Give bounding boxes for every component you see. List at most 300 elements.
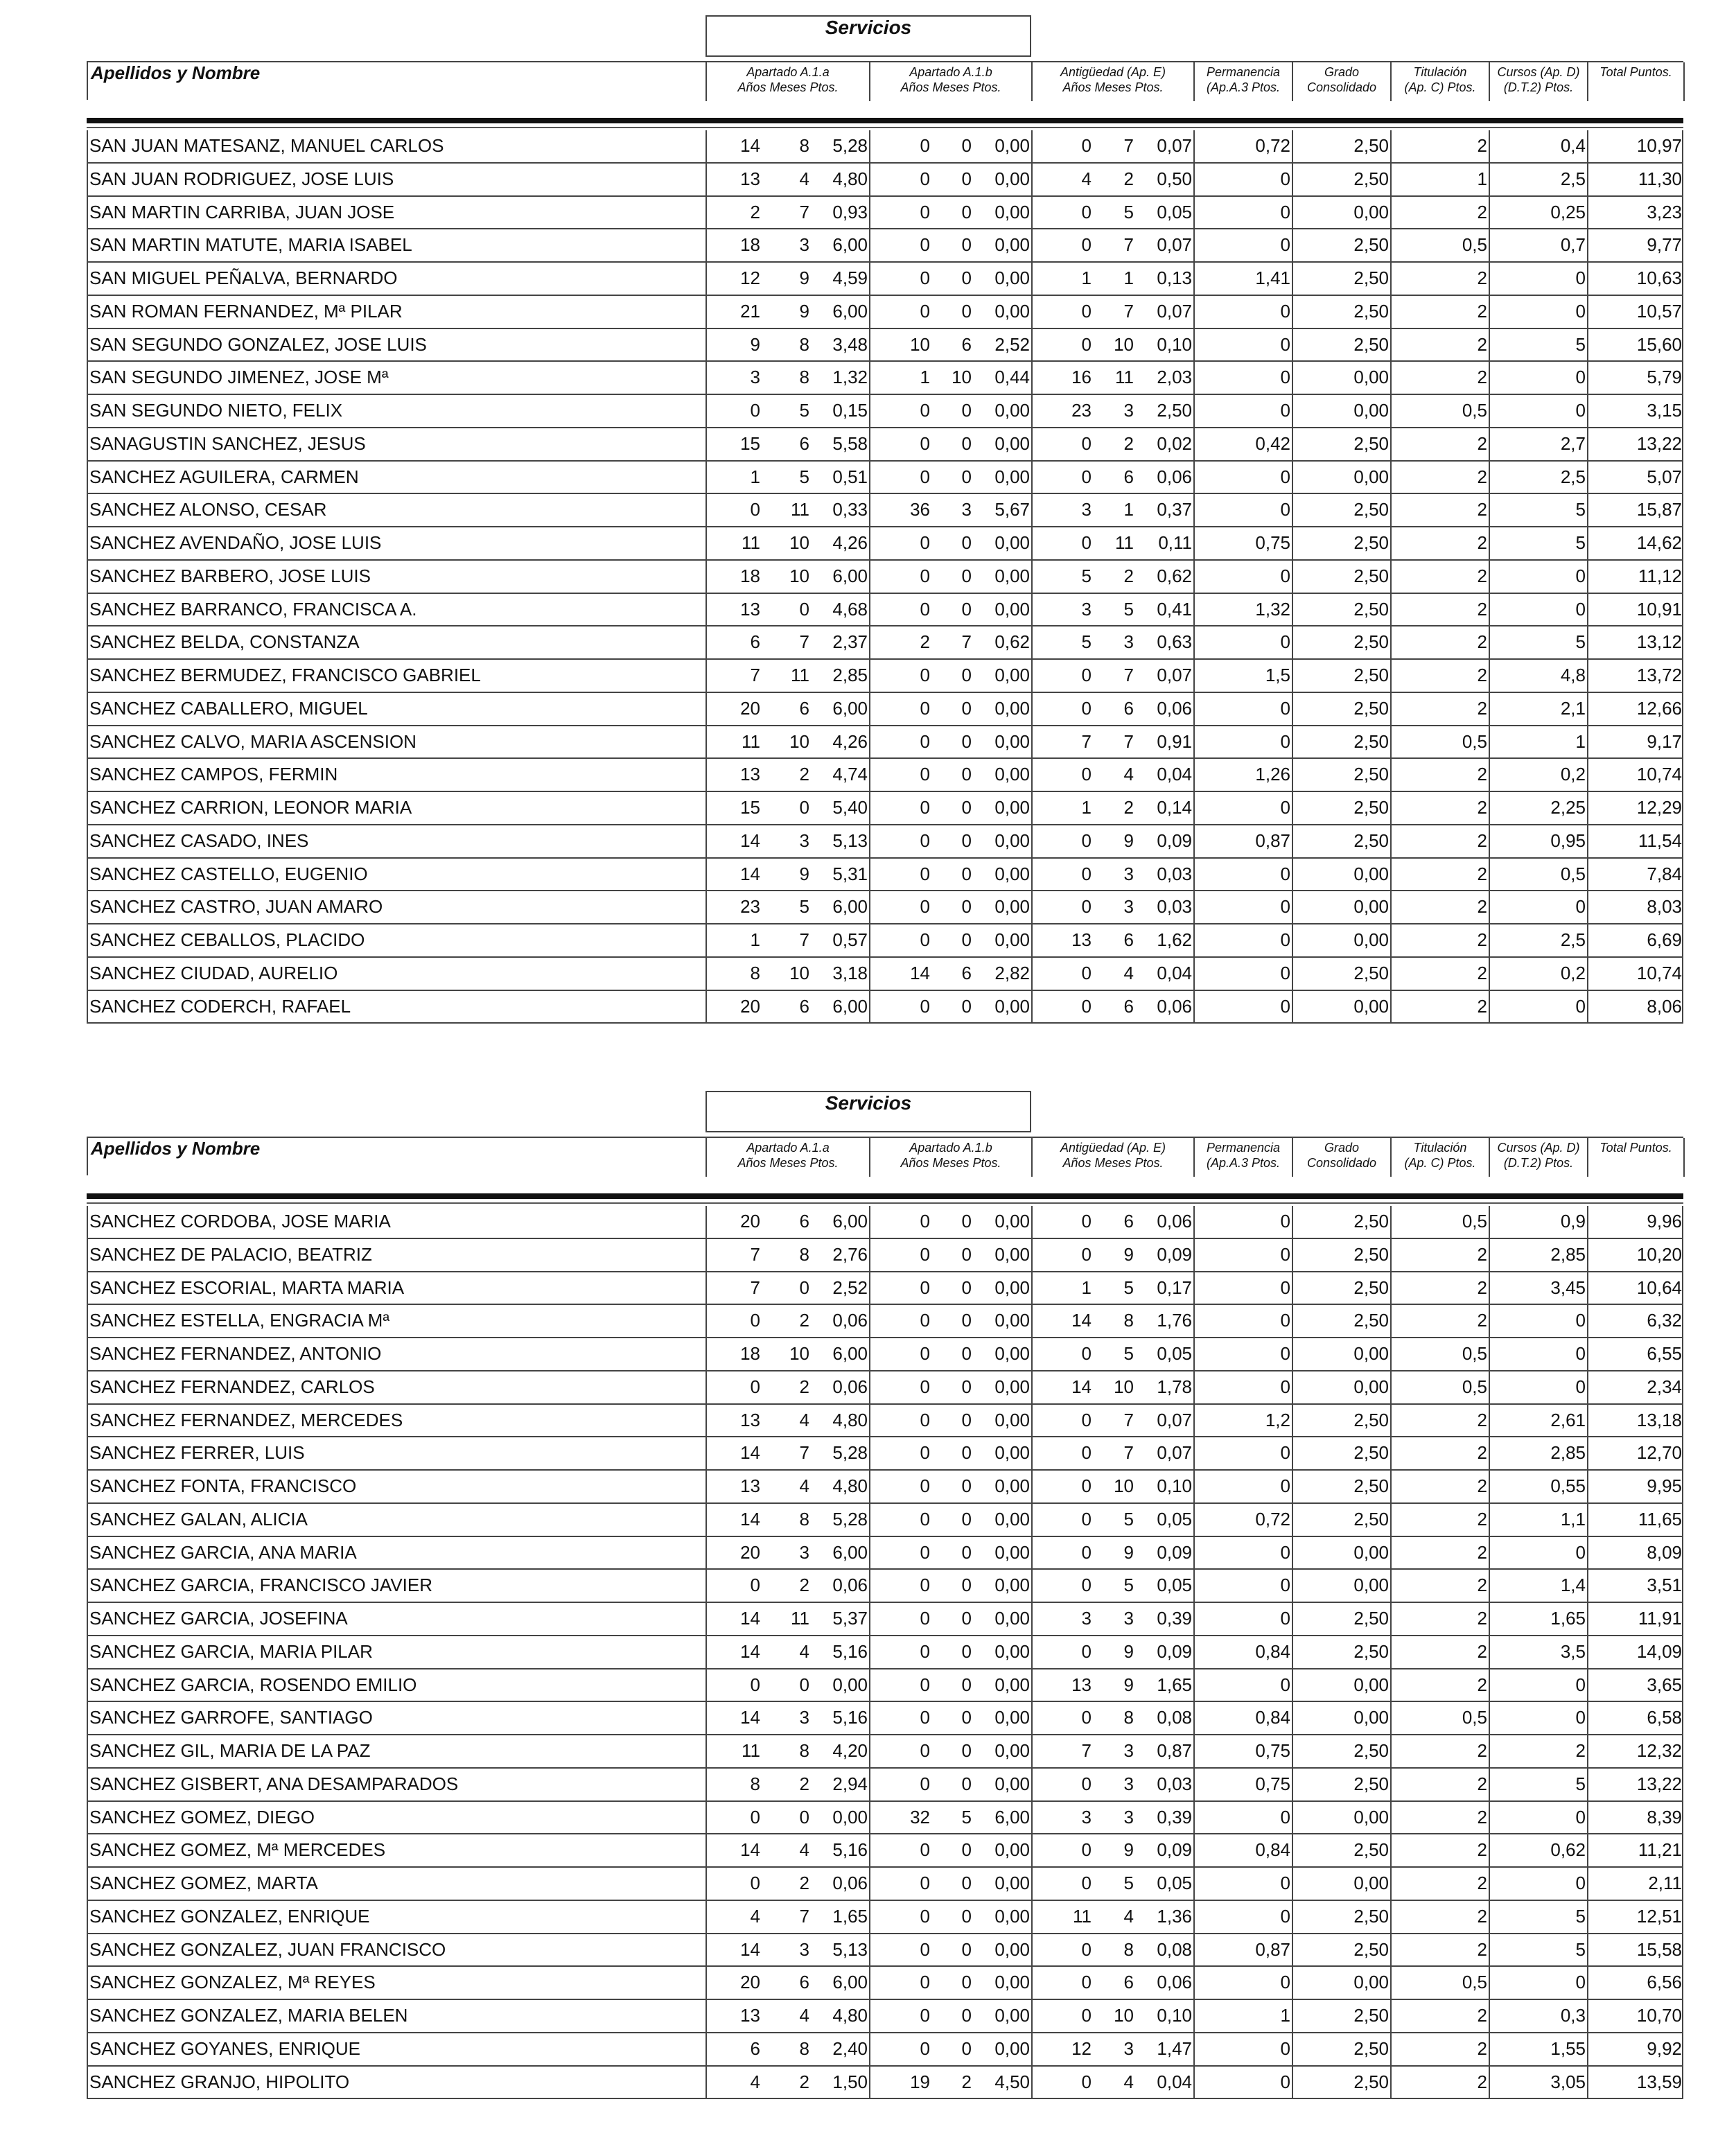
column-divider [1489,428,1490,460]
cell-a1a-years: 6 [750,631,760,653]
cell-grado: 2,50 [1353,2037,1389,2059]
column-divider [1489,2000,1490,2032]
column-divider [1489,197,1490,229]
cell-a1a-years: 0 [750,1674,760,1695]
column-divider [705,759,707,791]
column-divider [1390,1802,1392,1834]
cell-name: SAN SEGUNDO NIETO, FELIX [89,400,343,421]
cell-a1b-months: 0 [961,2005,972,2026]
col-header-cursos-line: Cursos (Ap. D) [1497,65,1580,79]
column-divider [705,594,707,626]
cell-permanencia: 0 [1280,995,1290,1017]
cell-a1b-years: 0 [920,730,930,752]
cell-permanencia: 0 [1280,300,1290,322]
col-header-total-line: Total Puntos. [1599,65,1672,79]
column-divider [1682,1239,1683,1271]
cell-a1a-months: 2 [799,1873,809,1893]
cell-a1a-points: 5,58 [832,432,868,454]
cell-grado: 2,50 [1353,2071,1389,2092]
cell-a1b-points: 0,00 [994,2005,1030,2026]
col-header-total [1588,1138,1685,1177]
cell-total: 13,18 [1636,1409,1682,1430]
cell-permanencia: 0 [1280,896,1290,918]
cell-a1b-years: 0 [920,665,930,685]
column-divider [1587,1967,1588,1999]
cell-a1a-months: 8 [799,1508,809,1530]
column-divider [1682,1901,1683,1933]
cell-a1b-points: 0,00 [994,1905,1030,1927]
cell-antig-points: 0,04 [1157,2071,1192,2092]
column-divider [1682,1967,1683,1999]
column-divider [1390,859,1392,891]
column-divider [1587,1570,1588,1602]
column-divider [1292,1272,1293,1304]
column-divider [1489,1437,1490,1469]
column-divider [1292,859,1293,891]
cell-a1b-years: 0 [920,1211,930,1232]
col-header-titul-line: (Ap. C) Ptos. [1404,1156,1476,1170]
cell-a1b-points: 0,00 [994,1508,1030,1530]
cell-a1b-points: 5,67 [994,499,1030,520]
cell-a1a-months: 9 [799,300,809,322]
cell-total: 9,96 [1647,1211,1682,1232]
cell-antig-years: 5 [1081,565,1092,586]
column-divider [705,1636,707,1668]
cell-permanencia: 0 [1280,697,1290,719]
table-row [88,1603,1683,1636]
column-divider [1292,1769,1293,1800]
cell-a1a-months: 8 [799,135,809,156]
column-divider [1489,825,1490,857]
column-divider [1292,1967,1293,1999]
column-divider [705,1239,707,1271]
cell-a1b-years: 2 [920,631,930,653]
table-row [88,726,1683,760]
column-divider [1489,924,1490,956]
cell-antig-months: 8 [1123,1938,1134,1960]
cell-a1b-points: 0,00 [994,234,1030,256]
table-body [87,1206,1683,2099]
cell-cursos: 3,5 [1560,1640,1586,1662]
cell-antig-months: 10 [1114,2005,1134,2026]
column-divider [1489,660,1490,692]
cell-titulacion: 2 [1477,2071,1487,2092]
cell-antig-years: 0 [1081,1343,1092,1364]
table-row [88,1338,1683,1371]
cell-titulacion: 2 [1477,1475,1487,1496]
column-divider [705,1471,707,1502]
cell-a1b-months: 0 [961,1938,972,1960]
column-divider [1587,395,1588,427]
column-divider [1193,891,1195,923]
col-header-antig [1033,62,1195,101]
cell-total: 10,63 [1636,268,1682,288]
column-divider [1193,958,1195,990]
column-divider [1390,164,1392,195]
column-divider [1031,561,1033,593]
cell-a1a-points: 6,00 [832,1972,868,1993]
cell-antig-points: 0,08 [1157,1938,1192,1960]
column-divider [1193,1437,1195,1469]
cell-cursos: 4,8 [1560,665,1586,685]
cell-permanencia: 0 [1280,631,1290,653]
cell-antig-points: 0,05 [1157,1343,1192,1364]
cell-a1a-months: 8 [799,333,809,355]
cell-total: 15,60 [1636,333,1682,355]
cell-a1a-months: 10 [789,532,809,553]
cell-total: 8,06 [1647,995,1682,1017]
column-divider [869,792,870,824]
cell-a1b-points: 0,00 [994,1938,1030,1960]
cell-a1a-points: 2,76 [832,1243,868,1265]
cell-a1a-points: 5,16 [832,1707,868,1728]
cell-antig-years: 0 [1081,135,1092,156]
cell-titulacion: 2 [1477,1640,1487,1662]
column-divider [1193,1504,1195,1536]
table-row [88,494,1683,527]
column-divider [1489,1206,1490,1238]
column-divider [1682,958,1683,990]
column-divider [1292,1371,1293,1403]
column-divider [1031,2000,1033,2032]
cell-a1a-months: 5 [799,896,809,918]
cell-a1a-months: 2 [799,764,809,785]
column-divider [705,693,707,725]
cell-antig-years: 0 [1081,1409,1092,1430]
column-divider [1489,1834,1490,1866]
cell-name: SANCHEZ CABALLERO, MIGUEL [89,697,368,719]
column-divider [1390,1272,1392,1304]
cell-a1a-points: 5,28 [832,1442,868,1464]
cell-a1b-points: 0,00 [994,1640,1030,1662]
column-divider [1587,263,1588,295]
cell-cursos: 0 [1575,1541,1586,1563]
column-divider [1031,1934,1033,1966]
column-divider [1292,130,1293,162]
cell-antig-months: 6 [1123,466,1134,487]
cell-a1b-months: 0 [961,697,972,719]
column-divider [1682,428,1683,460]
table-row [88,462,1683,495]
cell-name: SANCHEZ ESCORIAL, MARTA MARIA [89,1277,405,1298]
cell-a1a-points: 2,85 [832,665,868,685]
cell-a1a-months: 2 [799,1575,809,1596]
column-divider [1193,693,1195,725]
cell-a1b-months: 7 [961,631,972,653]
cell-antig-points: 0,02 [1157,432,1192,454]
column-divider [869,1437,870,1469]
column-divider [1489,1570,1490,1602]
col-header-perm [1195,62,1293,101]
cell-name: SANCHEZ CASTRO, JUAN AMARO [89,896,383,918]
cell-a1a-years: 14 [740,1442,760,1464]
table-row [88,759,1683,792]
cell-antig-years: 3 [1081,499,1092,520]
cell-cursos: 0,55 [1550,1475,1586,1496]
cell-a1a-points: 0,00 [832,1806,868,1828]
cell-grado: 2,50 [1353,300,1389,322]
cell-a1a-years: 0 [750,400,760,421]
cell-grado: 2,50 [1353,168,1389,189]
column-divider [1587,1471,1588,1502]
column-divider [1031,263,1033,295]
cell-a1b-points: 0,00 [994,764,1030,785]
cell-a1a-years: 3 [750,367,760,388]
table-row [88,1537,1683,1570]
cell-antig-points: 0,07 [1157,234,1192,256]
cell-a1a-years: 7 [750,665,760,685]
column-divider [1292,759,1293,791]
cell-a1a-months: 0 [799,1806,809,1828]
column-divider [869,693,870,725]
cell-a1a-years: 0 [750,1376,760,1397]
cell-titulacion: 2 [1477,1674,1487,1695]
cell-a1b-months: 0 [961,1640,972,1662]
cell-antig-years: 23 [1071,400,1092,421]
column-divider [1390,1537,1392,1569]
column-divider [1031,229,1033,261]
cell-antig-points: 0,05 [1157,201,1192,222]
cell-a1b-months: 0 [961,1211,972,1232]
cell-name: SANCHEZ FERNANDEZ, ANTONIO [89,1343,382,1364]
column-divider [1587,1868,1588,1900]
cell-a1a-months: 6 [799,1211,809,1232]
cell-antig-years: 0 [1081,333,1092,355]
cell-titulacion: 0,5 [1462,1707,1487,1728]
column-divider [1489,693,1490,725]
cell-antig-months: 4 [1123,2071,1134,2092]
cell-permanencia: 1,26 [1255,764,1290,785]
column-divider [869,1338,870,1370]
column-divider [1587,362,1588,394]
cell-antig-points: 0,05 [1157,1873,1192,1893]
column-divider [705,395,707,427]
column-divider [1587,726,1588,758]
cell-antig-months: 7 [1123,730,1134,752]
cell-a1b-points: 0,00 [994,2037,1030,2059]
column-divider [869,660,870,692]
cell-titulacion: 2 [1477,665,1487,685]
cell-a1b-points: 0,00 [994,268,1030,288]
column-divider [1682,1206,1683,1238]
cell-titulacion: 2 [1477,333,1487,355]
column-divider [1292,1338,1293,1370]
cell-a1a-years: 20 [740,1972,760,1993]
column-divider [1587,1636,1588,1668]
cell-total: 9,92 [1647,2037,1682,2059]
column-divider [1587,527,1588,559]
cell-name: SANCHEZ GALAN, ALICIA [89,1508,308,1530]
cell-total: 10,70 [1636,2005,1682,2026]
column-divider [869,527,870,559]
cell-permanencia: 1,41 [1255,268,1290,288]
cell-a1a-months: 2 [799,1773,809,1794]
column-divider [1031,1371,1033,1403]
column-divider [1682,561,1683,593]
column-divider [1292,1934,1293,1966]
cell-cursos: 2,5 [1560,466,1586,487]
cell-a1a-points: 0,06 [832,1575,868,1596]
cell-a1a-months: 4 [799,1839,809,1861]
cell-grado: 2,50 [1353,830,1389,851]
cell-a1a-months: 4 [799,1640,809,1662]
column-divider [1489,1371,1490,1403]
cell-grado: 0,00 [1353,929,1389,950]
table-row [88,428,1683,462]
column-divider [1193,1371,1195,1403]
cell-a1a-years: 21 [740,300,760,322]
cell-antig-months: 7 [1123,234,1134,256]
col-header-a1a [707,1138,870,1177]
column-divider [705,1735,707,1767]
table-row [88,1802,1683,1835]
cell-a1b-points: 0,00 [994,1310,1030,1331]
cell-total: 9,17 [1647,730,1682,752]
cell-titulacion: 2 [1477,300,1487,322]
cell-cursos: 2,5 [1560,168,1586,189]
cell-cursos: 2,7 [1560,432,1586,454]
column-divider [1031,494,1033,526]
cell-a1a-years: 1 [750,929,760,950]
column-divider [1031,726,1033,758]
col-header-cursos-line: (D.T.2) Ptos. [1503,80,1574,94]
column-divider [1390,1834,1392,1866]
table-row [88,329,1683,362]
cell-a1b-months: 0 [961,1839,972,1861]
cell-a1b-months: 2 [961,2071,972,2092]
cell-a1a-months: 4 [799,168,809,189]
cell-name: SANCHEZ CEBALLOS, PLACIDO [89,929,365,950]
cell-antig-years: 0 [1081,532,1092,553]
cell-a1b-years: 0 [920,1674,930,1695]
cell-antig-years: 0 [1081,1640,1092,1662]
cell-a1a-years: 14 [740,135,760,156]
column-divider [1682,494,1683,526]
col-header-perm-line: Permanencia [1206,1141,1281,1155]
column-divider [1193,428,1195,460]
column-divider [1682,2000,1683,2032]
column-divider [1031,462,1033,493]
col-header-a1a-line: Años Meses Ptos. [737,80,839,94]
column-divider [1390,1967,1392,1999]
cell-grado: 2,50 [1353,532,1389,553]
cell-total: 3,65 [1647,1674,1682,1695]
cell-antig-points: 0,06 [1157,697,1192,719]
column-header-row [87,1137,1683,1175]
cell-grado: 2,50 [1353,1409,1389,1430]
col-header-titul [1392,62,1490,101]
cell-titulacion: 2 [1477,896,1487,918]
column-divider [1489,1868,1490,1900]
cell-titulacion: 2 [1477,1409,1487,1430]
cell-a1a-points: 0,00 [832,1674,868,1695]
column-divider [1193,229,1195,261]
cell-a1b-points: 0,00 [994,665,1030,685]
cell-a1a-years: 6 [750,2037,760,2059]
cell-a1a-years: 14 [740,830,760,851]
cell-antig-years: 0 [1081,830,1092,851]
cell-cursos: 1,65 [1550,1608,1586,1629]
cell-antig-years: 1 [1081,268,1092,288]
cell-titulacion: 2 [1477,863,1487,884]
cell-a1b-years: 0 [920,1409,930,1430]
column-divider [1682,1537,1683,1569]
cell-a1a-years: 18 [740,1343,760,1364]
column-divider [705,991,707,1023]
table-row [88,1834,1683,1868]
table-row [88,1702,1683,1735]
cell-a1a-months: 11 [791,665,809,685]
cell-a1a-points: 2,52 [832,1277,868,1298]
cell-cursos: 0 [1575,1376,1586,1397]
column-divider [1193,197,1195,229]
cell-a1a-months: 4 [799,1409,809,1430]
column-divider [869,1769,870,1800]
cell-cursos: 0,2 [1560,962,1586,983]
cell-total: 8,03 [1647,896,1682,918]
cell-titulacion: 2 [1477,962,1487,983]
cell-a1a-months: 3 [799,1541,809,1563]
cell-antig-years: 11 [1073,1905,1092,1927]
column-divider [1682,263,1683,295]
column-divider [1489,263,1490,295]
cell-antig-points: 0,06 [1157,995,1192,1017]
cell-a1a-points: 5,28 [832,1508,868,1530]
column-divider [1292,991,1293,1023]
cell-a1b-months: 0 [961,432,972,454]
column-divider [1193,726,1195,758]
cell-antig-years: 5 [1081,631,1092,653]
cell-antig-points: 1,78 [1157,1376,1192,1397]
cell-a1a-months: 8 [799,1243,809,1265]
cell-cursos: 3,45 [1550,1277,1586,1298]
cell-a1a-points: 1,50 [832,2071,868,2092]
cell-a1b-points: 0,00 [994,168,1030,189]
cell-antig-months: 3 [1123,1740,1134,1761]
column-divider [869,1868,870,1900]
column-divider [1682,660,1683,692]
cell-name: SANCHEZ GIL, MARIA DE LA PAZ [89,1740,371,1761]
table-body [87,130,1683,1024]
cell-a1b-years: 0 [920,1608,930,1629]
column-divider [1031,660,1033,692]
cell-a1b-months: 0 [961,1905,972,1927]
column-divider [1390,462,1392,493]
cell-total: 5,07 [1647,466,1682,487]
column-divider [869,958,870,990]
column-divider [1292,1206,1293,1238]
column-divider [1587,1305,1588,1337]
cell-total: 14,09 [1636,1640,1682,1662]
cell-cursos: 0 [1575,1873,1586,1893]
cell-a1a-points: 0,06 [832,1310,868,1331]
table-row [88,891,1683,924]
cell-name: SANCHEZ CAMPOS, FERMIN [89,764,338,785]
column-divider [1292,1305,1293,1337]
table-row [88,1769,1683,1802]
column-divider [869,825,870,857]
col-header-name: Apellidos y Nombre [88,1138,707,1177]
cell-permanencia: 0 [1280,234,1290,256]
column-divider [1682,130,1683,162]
cell-antig-points: 0,07 [1157,300,1192,322]
cell-a1b-months: 0 [961,764,972,785]
cell-antig-months: 8 [1123,1707,1134,1728]
cell-titulacion: 2 [1477,1740,1487,1761]
cell-name: SANCHEZ FONTA, FRANCISCO [89,1475,357,1496]
column-divider [705,296,707,328]
cell-total: 9,95 [1647,1475,1682,1496]
